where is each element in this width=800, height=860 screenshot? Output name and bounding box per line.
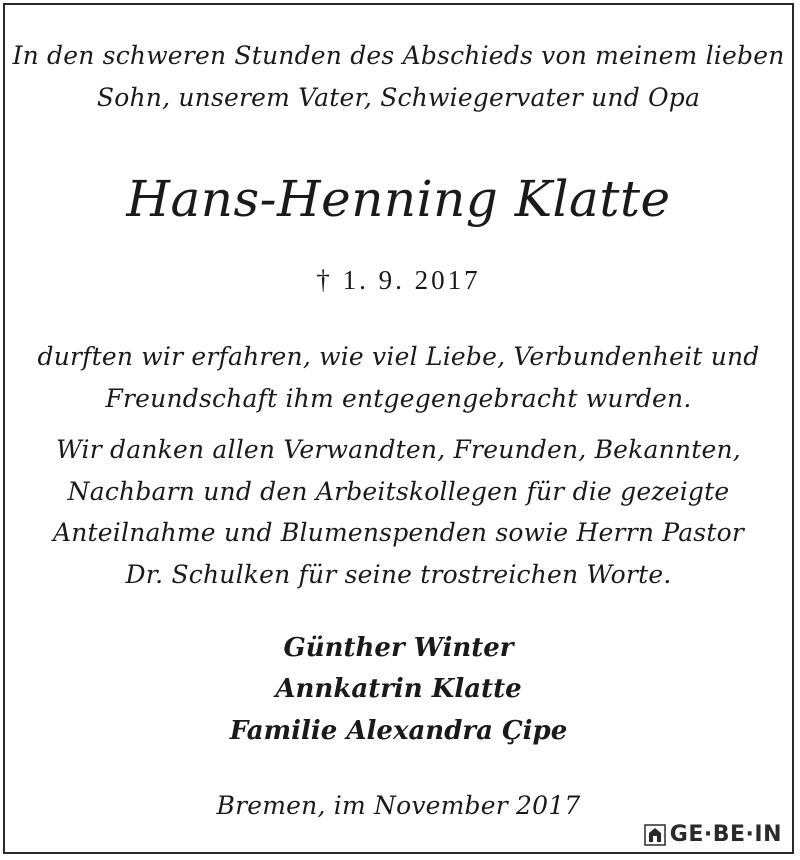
gebein-logo-text: GE·BE·IN bbox=[669, 822, 782, 847]
place-date: Bremen, im November 2017 bbox=[216, 791, 581, 820]
body-para2-line-2: Nachbarn und den Arbeitskollegen für die gezeigte bbox=[67, 477, 730, 506]
signer-3: Familie Alexandra Çipe bbox=[229, 716, 568, 746]
intro-line-2: Sohn, unserem Vater, Schwiegervater und Opa bbox=[96, 83, 701, 112]
death-date: † 1. 9. 2017 bbox=[316, 265, 481, 295]
obituary-notice bbox=[3, 3, 794, 854]
deceased-name: Hans-Henning Klatte bbox=[126, 170, 671, 228]
signer-2: Annkatrin Klatte bbox=[275, 674, 522, 704]
body-para1-line-1: durften wir erfahren, wie viel Liebe, Verbundenheit und bbox=[37, 342, 760, 371]
body-para2-line-4: Dr. Schulken für seine trostreichen Worte. bbox=[125, 560, 672, 589]
body-para2-line-3: Anteilnahme und Blumenspenden sowie Herrn Pastor bbox=[53, 518, 744, 547]
gebein-logo-icon bbox=[644, 824, 666, 846]
body-para2-line-1: Wir danken allen Verwandten, Freunden, Bekannten, bbox=[56, 435, 741, 464]
signer-1: Günther Winter bbox=[283, 633, 514, 663]
gebein-logo bbox=[640, 820, 786, 849]
body-para1-line-2: Freundschaft ihm entgegengebracht wurden. bbox=[105, 384, 692, 413]
intro-line-1: In den schweren Stunden des Abschieds von meinem lieben bbox=[12, 41, 785, 70]
